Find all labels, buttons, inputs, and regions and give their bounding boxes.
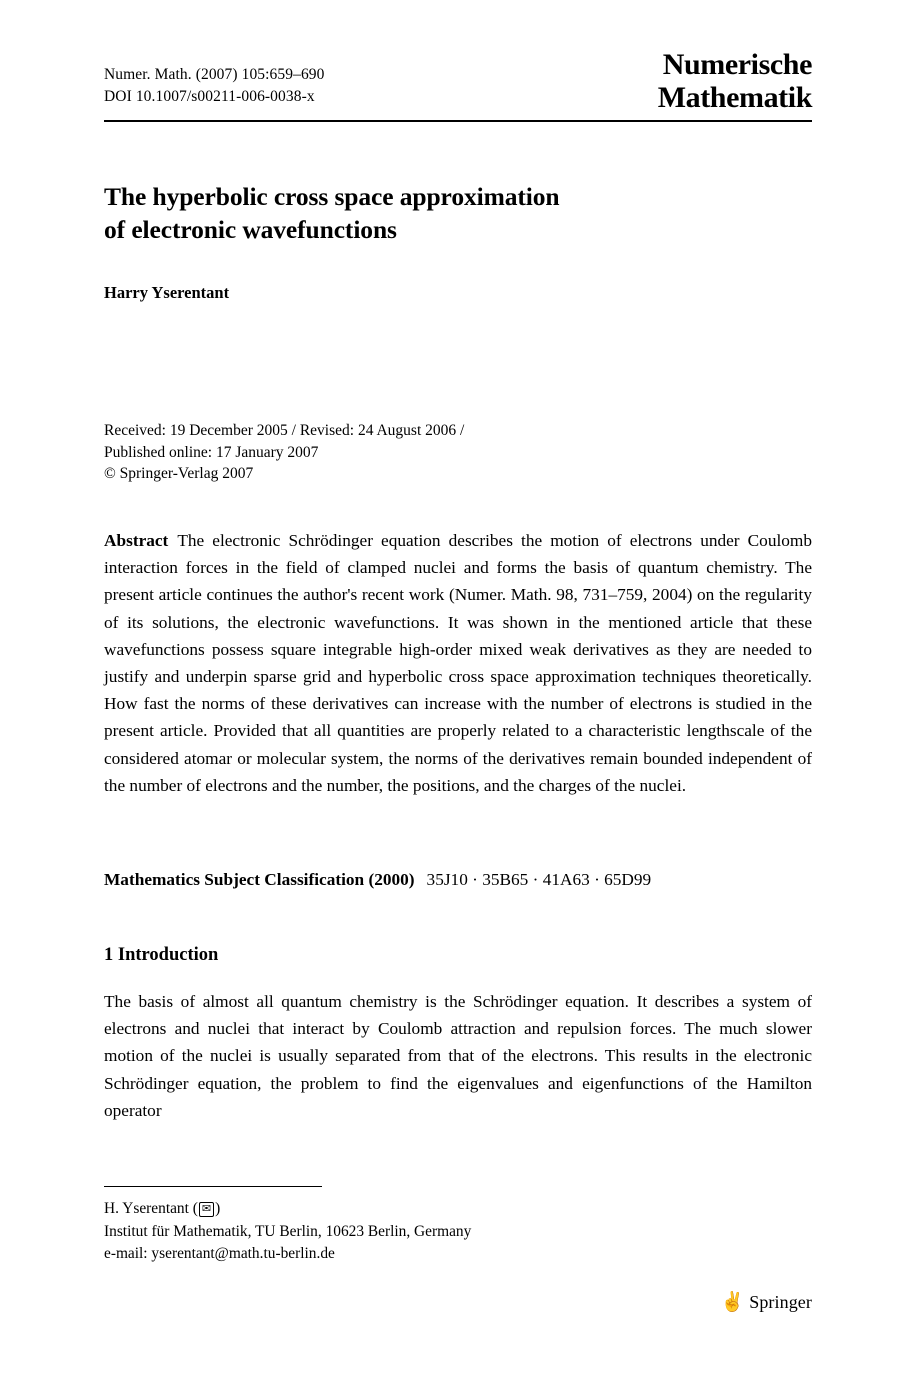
copyright-line: © Springer-Verlag 2007 [104,465,254,482]
title-line-1: The hyperbolic cross space approximation [104,182,560,211]
footnote-affiliation: Institut für Mathematik, TU Berlin, 10623 Berlin, Germany [104,1222,472,1240]
journal-citation: Numer. Math. (2007) 105:659–690 [104,66,325,83]
springer-logo-icon: ✌ [720,1291,745,1313]
title-line-2: of electronic wavefunctions [104,215,397,244]
journal-logo [658,48,812,114]
msc-label: Mathematics Subject Classification (2000) [104,870,415,889]
abstract-text: The electronic Schrödinger equation describes the motion of electrons under Coulomb interaction forces in the field of clamped nuclei and forms the basis of quantum chemistry. The present article continues the author's recent work (Numer. Math. 98, 731–759, 2004) on the regularity of its solutions, the electronic wavefunctions. It was shown in the mentioned article that these wavefunctions possess square integrable high-order mixed weak derivatives as they are needed to justify and underpin sparse grid and hyperbolic cross space approximation techniques theoretically. How fast the norms of these derivatives can increase with the number of electrons is studied in the present article. Provided that all quantities are properly related to a characteristic lengthscale of the considered atomar or molecular system, the norms of the derivatives remain bounded independent of the number of electrons and the number, the positions, and the charges of the nuclei. [104,531,812,795]
masthead-divider [104,120,812,122]
msc-codes: 35J10 · 35B65 · 41A63 · 65D99 [426,870,652,889]
journal-logo-line2: Mathematik [657,81,812,114]
publisher-name: Springer [749,1292,812,1312]
footnote-author-suffix: ) [215,1200,221,1217]
page-title [104,180,744,246]
author-name: Harry Yserentant [104,283,230,302]
abstract-label: Abstract [104,531,169,550]
journal-reference [104,64,325,108]
journal-doi: DOI 10.1007/s00211-006-0038-x [104,88,315,105]
article-history [104,420,464,485]
published-line: Published online: 17 January 2007 [104,443,319,461]
footnote-divider [104,1186,322,1187]
section-heading: 1 Introduction [104,945,219,965]
abstract [104,527,812,799]
received-line: Received: 19 December 2005 / Revised: 24 August 2006 / [104,422,465,439]
subject-classification [104,867,812,893]
footnote-author-prefix: H. Yserentant ( [104,1200,198,1217]
masthead [104,48,812,126]
journal-logo-line1: Numerische [662,48,812,81]
section-paragraph: The basis of almost all quantum chemistry is the Schrödinger equation. It describes a system of electrons and nuclei that interact by Coulomb attraction and repulsion forces. The much slower motion of the nuclei is usually separated from that of the electrons. This results in the electronic Schrödinger equation, the problem to find the eigenvalues and eigenfunctions of the Hamilton operator [104,992,812,1120]
envelope-icon: ✉ [199,1202,214,1218]
publisher-logo [720,1290,812,1313]
footnote [104,1198,471,1266]
footnote-email: e-mail: yserentant@math.tu-berlin.de [104,1245,335,1262]
footnote-author-line [104,1198,471,1221]
